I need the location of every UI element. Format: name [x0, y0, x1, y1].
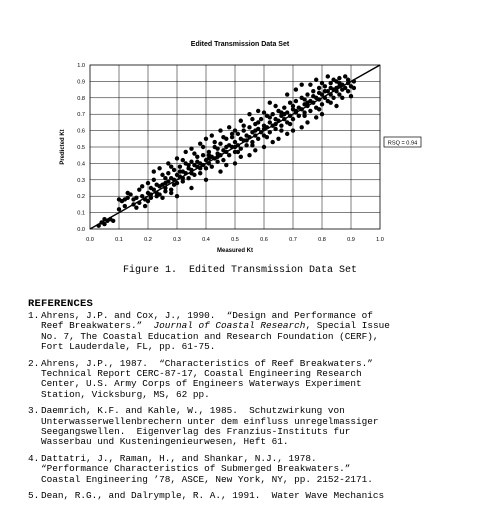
data-point: [268, 101, 272, 105]
data-point: [247, 125, 251, 129]
data-point: [189, 186, 193, 190]
data-point: [117, 207, 121, 211]
data-point: [291, 104, 295, 108]
reference-text: [41, 359, 468, 401]
data-point: [285, 92, 289, 96]
y-axis-label: Predicted Kt: [60, 129, 66, 165]
data-point: [236, 132, 240, 136]
data-point: [152, 178, 156, 182]
data-point: [320, 102, 324, 106]
data-point: [242, 123, 246, 127]
reference-number: 3.: [28, 405, 40, 417]
data-point: [302, 97, 306, 101]
reference-text-part: Fort Lauderdale, FL, pp. 61-75.: [41, 341, 216, 353]
data-point: [201, 153, 205, 157]
reference-line: [41, 491, 468, 501]
data-point: [149, 196, 153, 200]
data-point: [157, 166, 161, 170]
data-point: [271, 140, 275, 144]
data-point: [137, 187, 141, 191]
x-tick-label: 0.4: [202, 237, 210, 243]
figure-caption-text: Edited Transmission Data Set: [189, 265, 358, 276]
y-tick-label: 0.4: [77, 161, 85, 168]
data-point: [218, 128, 222, 132]
x-tick-label: 0.9: [347, 237, 355, 243]
data-point: [230, 132, 234, 136]
data-point: [207, 156, 211, 160]
data-point: [311, 94, 315, 98]
reference-item: [28, 491, 468, 501]
data-point: [221, 135, 225, 139]
data-point: [282, 112, 286, 116]
data-point: [244, 143, 248, 147]
data-point: [169, 164, 173, 168]
y-tick-label: 0.8: [77, 95, 85, 102]
reference-number: 5.: [28, 490, 40, 502]
reference-line: [41, 342, 468, 352]
data-point: [291, 117, 295, 121]
data-point: [195, 155, 199, 159]
data-point: [291, 128, 295, 132]
reference-text-part: Coastal Engineering ’78, ASCE, New York, NY, pp. 2152-2171.: [41, 473, 373, 485]
reference-text-part: No. 7, The Coastal Education and Research Foundation (CERF),: [41, 330, 379, 342]
reference-text-part: Technical Report CERC-87-17, Coastal Engineering Research: [41, 368, 362, 380]
data-point: [346, 78, 350, 82]
data-point: [279, 123, 283, 127]
data-point: [308, 109, 312, 113]
data-point: [163, 181, 167, 185]
data-point: [331, 78, 335, 82]
data-point: [271, 112, 275, 116]
data-point: [314, 78, 318, 82]
data-point: [163, 189, 167, 193]
data-point: [140, 184, 144, 188]
data-point: [218, 169, 222, 173]
data-point: [233, 128, 237, 132]
data-point: [186, 163, 190, 167]
data-point: [134, 196, 138, 200]
references-section: [28, 298, 468, 508]
data-point: [189, 146, 193, 150]
reference-text-part: Dattatri, J., Raman, H., and Shankar, N.J., 1978.: [41, 452, 317, 464]
data-point: [239, 155, 243, 159]
data-point: [314, 115, 318, 119]
reference-text-part: Unterwasserwellenbrechern unter dem einfluss unregelmassiger: [41, 415, 379, 427]
y-tick-label: 0.1: [77, 210, 85, 217]
data-point: [123, 204, 127, 208]
data-point: [259, 117, 263, 121]
data-point: [334, 104, 338, 108]
data-point: [268, 130, 272, 134]
data-point: [256, 120, 260, 124]
data-point: [329, 86, 333, 90]
reference-text-part: , Special Issue: [305, 320, 390, 332]
data-point: [210, 133, 214, 137]
data-point: [320, 81, 324, 85]
data-point: [262, 110, 266, 114]
data-point: [143, 204, 147, 208]
data-point: [302, 114, 306, 118]
data-point: [227, 125, 231, 129]
reference-text-part: Wasserbau und Kusteningenieurwesen, Heft 61.: [41, 436, 289, 448]
data-point: [247, 112, 251, 116]
data-point: [198, 171, 202, 175]
data-point: [343, 74, 347, 78]
y-tick-labels: [77, 63, 85, 233]
data-point: [349, 94, 353, 98]
reference-text-part: “Performance Characteristics of Submerged Breakwaters.”: [41, 463, 351, 475]
data-point: [256, 137, 260, 141]
reference-text-part: Daemrich, K.F. and Kahle, W., 1985. Schutzwirkung von: [41, 405, 345, 417]
data-point: [242, 128, 246, 132]
data-point: [152, 169, 156, 173]
reference-number: 4.: [28, 452, 40, 464]
reference-item: [28, 311, 468, 353]
x-tick-labels: [86, 237, 384, 243]
data-point: [160, 173, 164, 177]
data-point: [195, 160, 199, 164]
data-point: [250, 117, 254, 121]
data-point: [204, 178, 208, 182]
reference-text: [41, 311, 468, 353]
data-point: [201, 145, 205, 149]
data-point: [305, 92, 309, 96]
y-tick-label: 0.2: [77, 194, 85, 201]
reference-text: [41, 491, 468, 501]
reference-text: [41, 406, 468, 448]
data-point: [224, 145, 228, 149]
data-point: [218, 142, 222, 146]
reference-text-part: Center, U.S. Army Corps of Engineers Waterways Experiment: [41, 378, 362, 390]
rsq-annotation: RSQ = 0.94: [387, 140, 418, 147]
data-point: [253, 128, 257, 132]
reference-item: [28, 454, 468, 485]
x-tick-label: 1.0: [376, 237, 384, 243]
data-point: [273, 127, 277, 131]
data-point: [204, 137, 208, 141]
reference-text-part: Seegangswellen. Eigenverlag des Franzius-Instituts fur: [41, 426, 351, 438]
y-tick-label: 0.3: [77, 177, 85, 184]
data-point: [337, 76, 341, 80]
data-point: [273, 104, 277, 108]
data-point: [175, 194, 179, 198]
data-point: [198, 142, 202, 146]
data-point: [317, 107, 321, 111]
y-tick-label: 0.7: [77, 112, 85, 119]
data-point: [311, 89, 315, 93]
data-point: [297, 114, 301, 118]
data-point: [184, 150, 188, 154]
figure-label: Figure 1.: [122, 265, 177, 276]
data-point: [337, 92, 341, 96]
reference-line: [41, 390, 468, 400]
data-point: [178, 169, 182, 173]
chart-title: Edited Transmission Data Set: [190, 41, 290, 48]
data-point: [288, 101, 292, 105]
data-point: [140, 194, 144, 198]
y-tick-label: 1.0: [77, 63, 85, 69]
data-point: [146, 181, 150, 185]
reference-number: 1.: [28, 310, 40, 321]
data-point: [279, 128, 283, 132]
data-point: [160, 196, 164, 200]
data-point: [268, 115, 272, 119]
data-point: [294, 87, 298, 91]
data-point: [172, 183, 176, 187]
reference-number: 2.: [28, 357, 40, 369]
data-point: [282, 105, 286, 109]
data-point: [288, 122, 292, 126]
data-point: [166, 161, 170, 165]
reference-text-part: Ahrens, J.P. and Cox, J., 1990. “Design and Performance of: [41, 310, 373, 321]
data-point: [155, 194, 159, 198]
data-point: [352, 86, 356, 90]
data-point: [233, 140, 237, 144]
data-point: [233, 161, 237, 165]
x-tick-label: 0.3: [173, 237, 181, 243]
data-point: [204, 166, 208, 170]
data-point: [276, 137, 280, 141]
data-point: [215, 160, 219, 164]
data-point: [300, 82, 304, 86]
data-point: [239, 146, 243, 150]
data-point: [181, 158, 185, 162]
reference-text-part: Dean, R.G., and Dalrymple, R. A., 1991. Water Wave Mechanics: [41, 490, 385, 502]
data-point: [320, 112, 324, 116]
data-point: [166, 171, 170, 175]
data-point: [329, 101, 333, 105]
data-point: [221, 158, 225, 162]
reference-item: [28, 359, 468, 401]
data-point: [294, 99, 298, 103]
data-point: [175, 156, 179, 160]
data-point: [253, 148, 257, 152]
data-point: [343, 86, 347, 90]
reference-line: [41, 437, 468, 447]
data-point: [155, 183, 159, 187]
data-point: [236, 150, 240, 154]
data-point: [268, 120, 272, 124]
figure-caption: [0, 265, 480, 276]
data-point: [285, 132, 289, 136]
y-tick-label: 0.0: [77, 227, 85, 233]
data-point: [210, 164, 214, 168]
data-point: [126, 196, 130, 200]
data-point: [224, 163, 228, 167]
data-point: [317, 91, 321, 95]
reference-text-part: Reef Breakwaters.”: [41, 320, 154, 332]
data-point: [340, 96, 344, 100]
data-point: [323, 84, 327, 88]
data-point: [192, 151, 196, 155]
data-point: [102, 222, 106, 226]
journal-name: Journal of Coastal Research: [153, 320, 306, 332]
data-point: [239, 119, 243, 123]
data-point: [178, 164, 182, 168]
data-point: [308, 82, 312, 86]
x-tick-label: 0.1: [115, 237, 123, 243]
data-point: [111, 219, 115, 223]
x-tick-label: 0.6: [260, 237, 268, 243]
data-point: [250, 143, 254, 147]
data-point: [126, 191, 130, 195]
data-point: [346, 89, 350, 93]
data-point: [146, 199, 150, 203]
data-point: [331, 96, 335, 100]
data-point: [305, 101, 309, 105]
x-axis-label: Measured Kt: [216, 248, 254, 254]
data-point: [305, 120, 309, 124]
reference-text: [41, 454, 468, 485]
data-point: [337, 81, 341, 85]
y-tick-label: 0.9: [77, 79, 85, 86]
data-point: [265, 135, 269, 139]
data-point: [323, 89, 327, 93]
x-tick-label: 0.2: [144, 237, 152, 243]
data-point: [329, 81, 333, 85]
references-list: [28, 311, 468, 502]
data-point: [215, 146, 219, 150]
data-point: [317, 86, 321, 90]
data-point: [247, 153, 251, 157]
y-tick-label: 0.6: [77, 128, 85, 135]
data-point: [169, 191, 173, 195]
reference-item: [28, 406, 468, 448]
data-point: [189, 160, 193, 164]
data-point: [326, 74, 330, 78]
x-tick-label: 0.7: [289, 237, 297, 243]
y-tick-label: 0.5: [77, 145, 85, 151]
x-tick-label: 0.0: [86, 237, 94, 243]
data-point: [300, 125, 304, 129]
data-point: [213, 140, 217, 144]
x-tick-label: 0.5: [231, 237, 239, 243]
data-point: [262, 145, 266, 149]
x-tick-label: 0.8: [318, 237, 326, 243]
data-point: [227, 153, 231, 157]
data-point: [256, 109, 260, 113]
reference-text-part: Station, Vicksburg, MS, 62 pp.: [41, 388, 210, 400]
data-point: [134, 205, 138, 209]
data-point: [152, 187, 156, 191]
references-heading: REFERENCES: [28, 298, 94, 310]
data-point: [172, 168, 176, 172]
data-point: [186, 176, 190, 180]
data-point: [163, 176, 167, 180]
reference-text-part: Ahrens, J.P., 1987. “Characteristics of Reef Breakwaters.”: [41, 357, 373, 369]
